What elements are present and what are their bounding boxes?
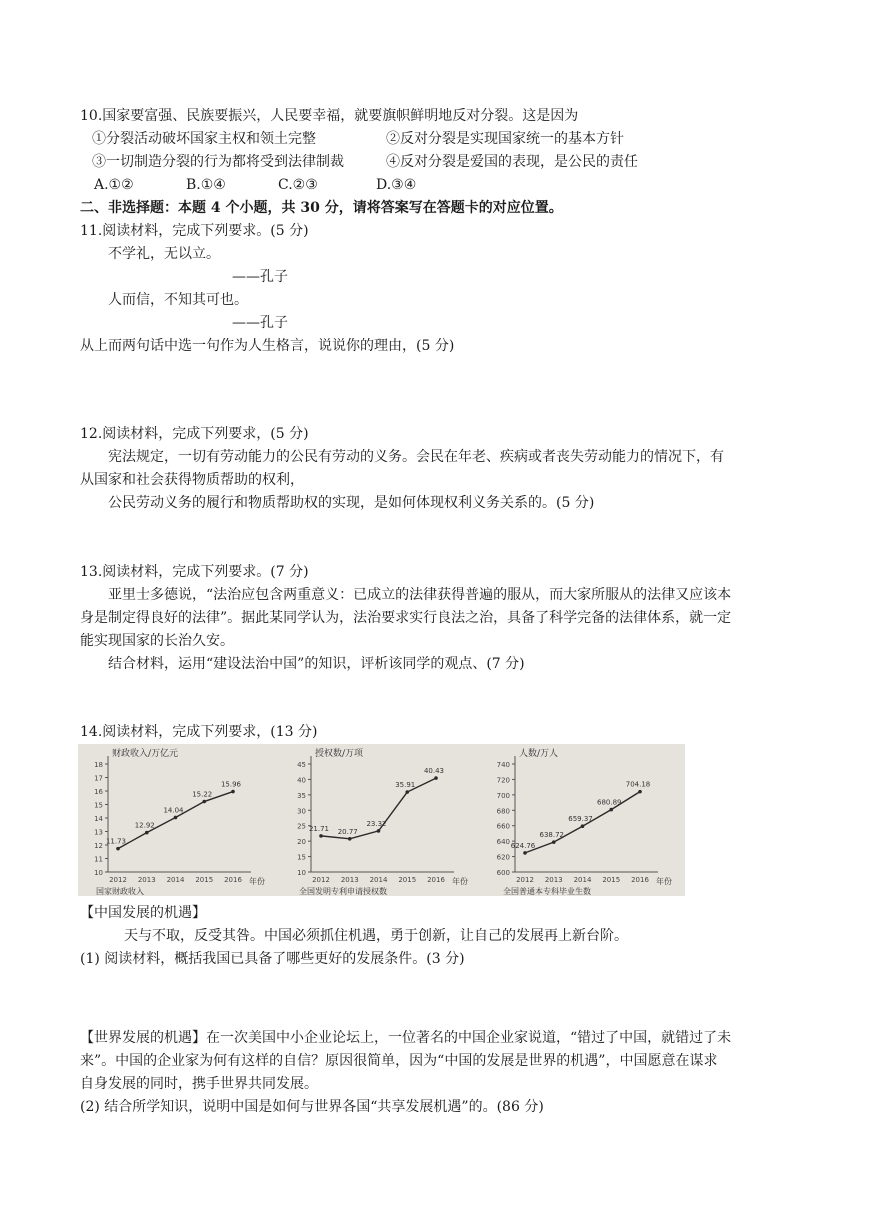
data-label: 680.89 xyxy=(597,798,622,807)
chart-strip xyxy=(78,744,685,896)
q12-para-line-2: 从国家和社会获得物质帮助的权利， xyxy=(80,472,304,488)
y-tick-label: 10 xyxy=(94,869,103,877)
q13-para-line-2: 身是制定得良好的法律”。据此某同学认为，法治要求实行良法之治，具备了科学完备的法律体系，就一定 xyxy=(80,610,732,626)
q13-stem: 13.阅读材料，完成下列要求。(7 分) xyxy=(80,564,309,580)
q13-para-line-1: 亚里士多德说，“法治应包含两重意义：已成立的法律获得普遍的服从，而大家所服从的法律又应该本 xyxy=(108,587,732,603)
q14-sub1-question: (1) 阅读材料，概括我国已具备了哪些更好的发展条件。(3 分) xyxy=(80,951,465,967)
y-tick-label: 620 xyxy=(496,853,510,862)
chart-title: 国家财政收入 xyxy=(96,887,144,896)
data-point xyxy=(405,790,409,794)
q10-option-b[interactable]: B.①④ xyxy=(186,177,226,193)
y-tick-label: 20 xyxy=(297,838,306,847)
data-point xyxy=(581,824,585,828)
y-tick-label: 18 xyxy=(94,761,103,769)
chart-fiscal-revenue xyxy=(78,744,278,896)
x-tick-label: 2016 xyxy=(224,876,242,884)
data-label: 21.71 xyxy=(308,824,330,833)
x-tick-label: 2013 xyxy=(544,876,563,884)
data-point xyxy=(348,837,352,841)
section-heading: 二、非选择题：本题 4 个小题，共 30 分，请将答案写在答题卡的对应位置。 xyxy=(80,200,563,216)
data-point xyxy=(116,847,120,851)
data-label: 14.04 xyxy=(163,806,184,815)
q14-sub1-text: 天与不取，反受其咎。中国必须抓住机遇，勇于创新，让自己的发展再上新台阶。 xyxy=(124,928,628,944)
y-tick-label: 640 xyxy=(496,838,510,847)
x-axis-label: 年份 xyxy=(452,877,468,886)
q10-item-2: ②反对分裂是实现国家统一的基本方针 xyxy=(386,131,624,147)
y-tick-label: 16 xyxy=(94,788,103,796)
y-tick-label: 35 xyxy=(297,791,306,800)
data-point xyxy=(523,851,527,855)
x-tick-label: 2012 xyxy=(109,876,127,884)
x-axis-label: 年份 xyxy=(656,877,672,886)
x-axis-label: 年份 xyxy=(249,877,265,886)
y-tick-label: 12 xyxy=(94,842,103,850)
x-tick-label: 2016 xyxy=(631,876,649,884)
data-point xyxy=(319,834,323,838)
q12-stem: 12.阅读材料，完成下列要求，(5 分) xyxy=(80,426,309,442)
x-tick-label: 2013 xyxy=(340,876,359,884)
data-label: 624.76 xyxy=(510,841,536,850)
y-tick-label: 10 xyxy=(297,869,306,877)
y-tick-label: 660 xyxy=(496,822,510,831)
y-tick-label: 600 xyxy=(496,869,510,877)
x-tick-label: 2015 xyxy=(195,876,214,884)
q11-stem: 11.阅读材料，完成下列要求。(5 分) xyxy=(80,223,309,239)
x-tick-label: 2015 xyxy=(602,876,621,884)
q11-quote-2: 人而信，不知其可也。 xyxy=(108,292,248,308)
q13-para-line-3: 能实现国家的长治久安。 xyxy=(80,633,234,649)
y-tick-label: 40 xyxy=(297,776,306,785)
q10-item-4: ④反对分裂是爱国的表现，是公民的责任 xyxy=(386,154,638,170)
y-axis-label: 授权数/万项 xyxy=(315,749,364,759)
x-tick-label: 2015 xyxy=(398,876,417,884)
data-label: 704.18 xyxy=(625,780,651,789)
q10-stem: 10.国家要富强、民族要振兴，人民要幸福，就要旗帜鲜明地反对分裂。这是因为 xyxy=(80,108,579,124)
q14-stem: 14.阅读材料，完成下列要求，(13 分) xyxy=(80,724,318,740)
data-label: 638.72 xyxy=(539,831,564,840)
q11-quote-1: 不学礼，无以立。 xyxy=(108,246,220,262)
data-label: 659.37 xyxy=(568,815,593,824)
data-point xyxy=(377,829,381,833)
y-tick-label: 680 xyxy=(496,807,510,816)
data-point xyxy=(174,816,178,820)
chart-title: 全国发明专利申请授权数 xyxy=(299,887,387,896)
q12-question: 公民劳动义务的履行和物质帮助权的实现，是如何体现权利义务关系的。(5 分) xyxy=(108,495,595,511)
q10-option-a[interactable]: A.①② xyxy=(94,177,134,193)
x-tick-label: 2014 xyxy=(369,876,388,884)
q14-sub2-question: (2) 结合所学知识，说明中国是如何与世界各国“共享发展机遇”的。(86 分) xyxy=(80,1099,544,1115)
data-point xyxy=(552,840,556,844)
y-tick-label: 13 xyxy=(94,828,103,837)
data-point xyxy=(202,800,206,804)
q14-sub1-heading: 【中国发展的机遇】 xyxy=(80,905,206,921)
data-label: 12.92 xyxy=(134,821,155,830)
q14-sub2-line-1: 【世界发展的机遇】在一次美国中小企业论坛上，一位著名的中国企业家说道，“错过了中国，就错过了未 xyxy=(80,1030,732,1046)
q14-sub2-line-3: 自身发展的同时，携手世界共同发展。 xyxy=(80,1076,318,1092)
y-tick-label: 700 xyxy=(496,791,510,800)
data-label: 15.96 xyxy=(220,780,242,789)
chart-graduates xyxy=(485,744,685,896)
y-tick-label: 15 xyxy=(297,853,306,862)
data-label: 20.77 xyxy=(337,827,358,836)
q10-item-1: ①分裂活动破坏国家主权和领土完整 xyxy=(92,131,316,147)
chart-title: 全国普通本专科毕业生数 xyxy=(503,887,591,896)
q10-option-d[interactable]: D.③④ xyxy=(376,177,417,193)
y-tick-label: 30 xyxy=(297,807,306,816)
y-tick-label: 25 xyxy=(297,822,306,831)
q11-author-2: ——孔子 xyxy=(232,315,288,331)
data-label: 40.43 xyxy=(423,767,445,776)
x-tick-label: 2012 xyxy=(312,876,330,884)
x-tick-label: 2014 xyxy=(573,876,592,884)
x-tick-label: 2012 xyxy=(516,876,534,884)
series-line xyxy=(118,792,233,849)
q10-item-3: ③一切制造分裂的行为都将受到法律制裁 xyxy=(92,154,344,170)
data-point xyxy=(145,831,149,835)
q11-author-1: ——孔子 xyxy=(232,269,288,285)
q13-question: 结合材料，运用“建设法治中国”的知识，评析该同学的观点、(7 分) xyxy=(108,656,525,672)
x-tick-label: 2016 xyxy=(427,876,445,884)
data-point xyxy=(434,776,438,780)
y-axis-label: 财政收入/万亿元 xyxy=(112,749,179,759)
x-tick-label: 2014 xyxy=(166,876,185,884)
y-tick-label: 720 xyxy=(496,776,510,785)
x-tick-label: 2013 xyxy=(137,876,156,884)
y-tick-label: 740 xyxy=(496,761,510,769)
y-tick-label: 17 xyxy=(94,774,103,783)
y-tick-label: 14 xyxy=(94,815,103,823)
q14-sub2-line-2: 来”。中国的企业家为何有这样的自信？原因很简单，因为“中国的发展是世界的机遇”，中国愿意在谋求 xyxy=(80,1053,718,1069)
q12-para-line-1: 宪法规定，一切有劳动能力的公民有劳动的义务。会民在年老、疾病或者丧失劳动能力的情况下，有 xyxy=(108,449,724,465)
data-point xyxy=(609,808,613,812)
data-label: 35.91 xyxy=(395,781,416,790)
data-label: 11.73 xyxy=(105,837,127,846)
y-axis-label: 人数/万人 xyxy=(519,749,559,759)
y-tick-label: 11 xyxy=(94,855,103,864)
q10-option-c[interactable]: C.②③ xyxy=(278,177,318,193)
data-point xyxy=(231,790,235,794)
data-label: 15.22 xyxy=(192,790,213,799)
y-tick-label: 15 xyxy=(94,801,103,810)
data-point xyxy=(638,790,642,794)
q11-question: 从上而两句话中选一句作为人生格言，说说你的理由，(5 分) xyxy=(80,338,455,354)
data-label: 23.32 xyxy=(366,819,387,828)
y-tick-label: 45 xyxy=(297,761,306,769)
chart-patent-grants xyxy=(281,744,481,896)
